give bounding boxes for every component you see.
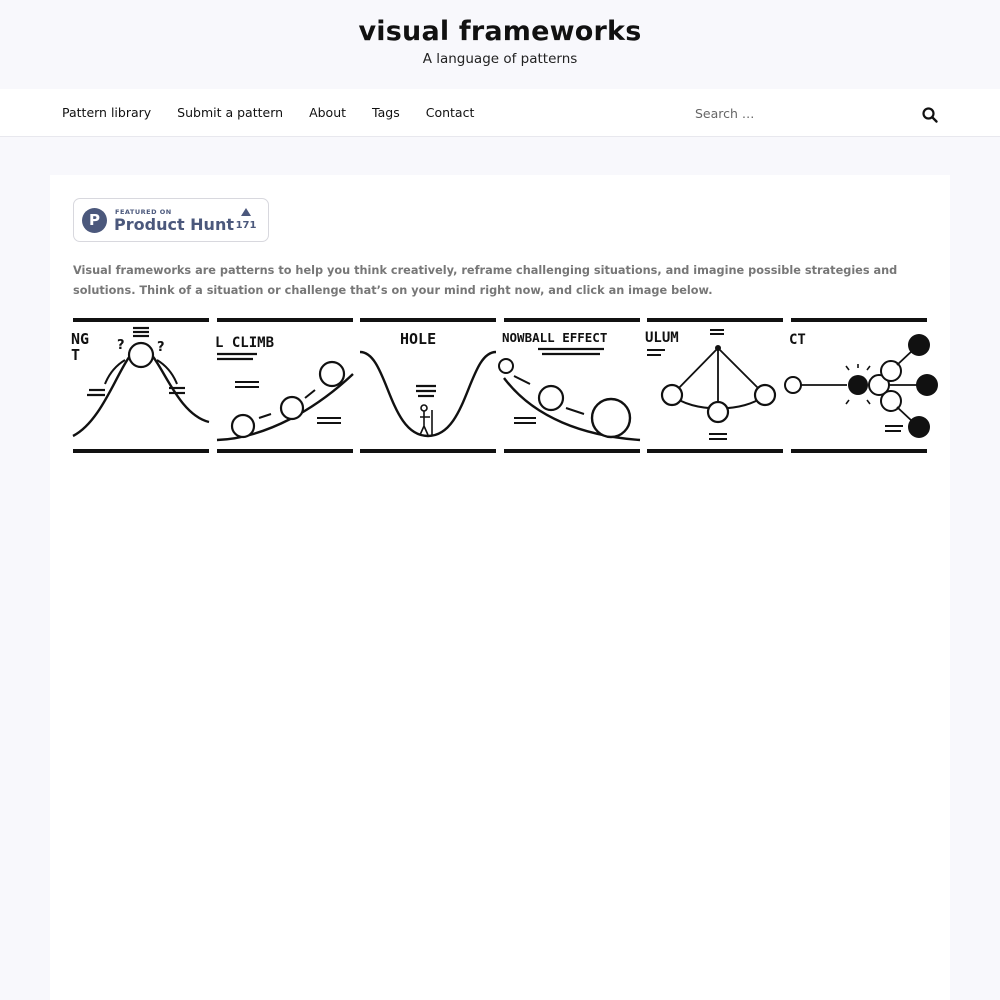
pattern-label: L CLIMB <box>215 335 275 351</box>
pattern-label: ULUM <box>645 330 679 346</box>
pattern-thumbnail[interactable] <box>647 318 783 454</box>
pattern-illustration <box>217 318 353 454</box>
pattern-illustration <box>504 318 640 454</box>
upvote-arrow-icon <box>241 208 251 216</box>
pattern-label: CT <box>789 332 806 348</box>
site-tagline: A language of patterns <box>422 51 578 67</box>
badge-featured-label: FEATURED ON <box>115 208 172 216</box>
main-content <box>50 175 950 1000</box>
product-hunt-badge[interactable] <box>73 198 269 242</box>
nav-item-about[interactable]: About <box>309 105 347 120</box>
nav-item-pattern-library[interactable]: Pattern library <box>62 105 152 120</box>
pattern-label: NG T <box>71 330 90 364</box>
intro-text: Visual frameworks are patterns to help you think creatively, reframe challenging situations, and imagine possible strategies and solutions. Think of a situation or challenge that’s on your mind right now, and click an image below. <box>73 264 898 297</box>
nav-item-submit-pattern[interactable]: Submit a pattern <box>177 105 284 120</box>
pattern-label: NOWBALL EFFECT <box>502 330 608 345</box>
nav-item-contact[interactable]: Contact <box>425 105 475 120</box>
pattern-illustration <box>360 318 496 454</box>
pattern-thumbnail[interactable] <box>360 318 496 454</box>
pattern-illustration <box>791 318 927 454</box>
badge-name: Product Hunt <box>114 215 234 234</box>
search-input[interactable] <box>695 102 905 124</box>
pattern-label: HOLE <box>400 330 437 348</box>
pattern-thumbnail[interactable] <box>504 318 640 454</box>
pattern-gallery <box>73 318 927 454</box>
nav-links <box>62 89 474 136</box>
search-icon[interactable] <box>921 106 939 124</box>
svg-text:?: ? <box>117 338 125 353</box>
upvote-count: 171 <box>235 220 257 231</box>
product-hunt-logo-icon: P <box>82 208 107 233</box>
site-header <box>0 0 1000 89</box>
nav-item-tags[interactable]: Tags <box>372 105 400 120</box>
pattern-thumbnail[interactable] <box>217 318 353 454</box>
pattern-thumbnail[interactable] <box>791 318 927 454</box>
svg-text:?: ? <box>157 340 165 355</box>
pattern-illustration <box>647 318 783 454</box>
pattern-illustration <box>73 318 209 454</box>
main-nav <box>0 89 1000 137</box>
pattern-thumbnail[interactable] <box>73 318 209 454</box>
site-title[interactable]: visual frameworks <box>358 16 642 47</box>
